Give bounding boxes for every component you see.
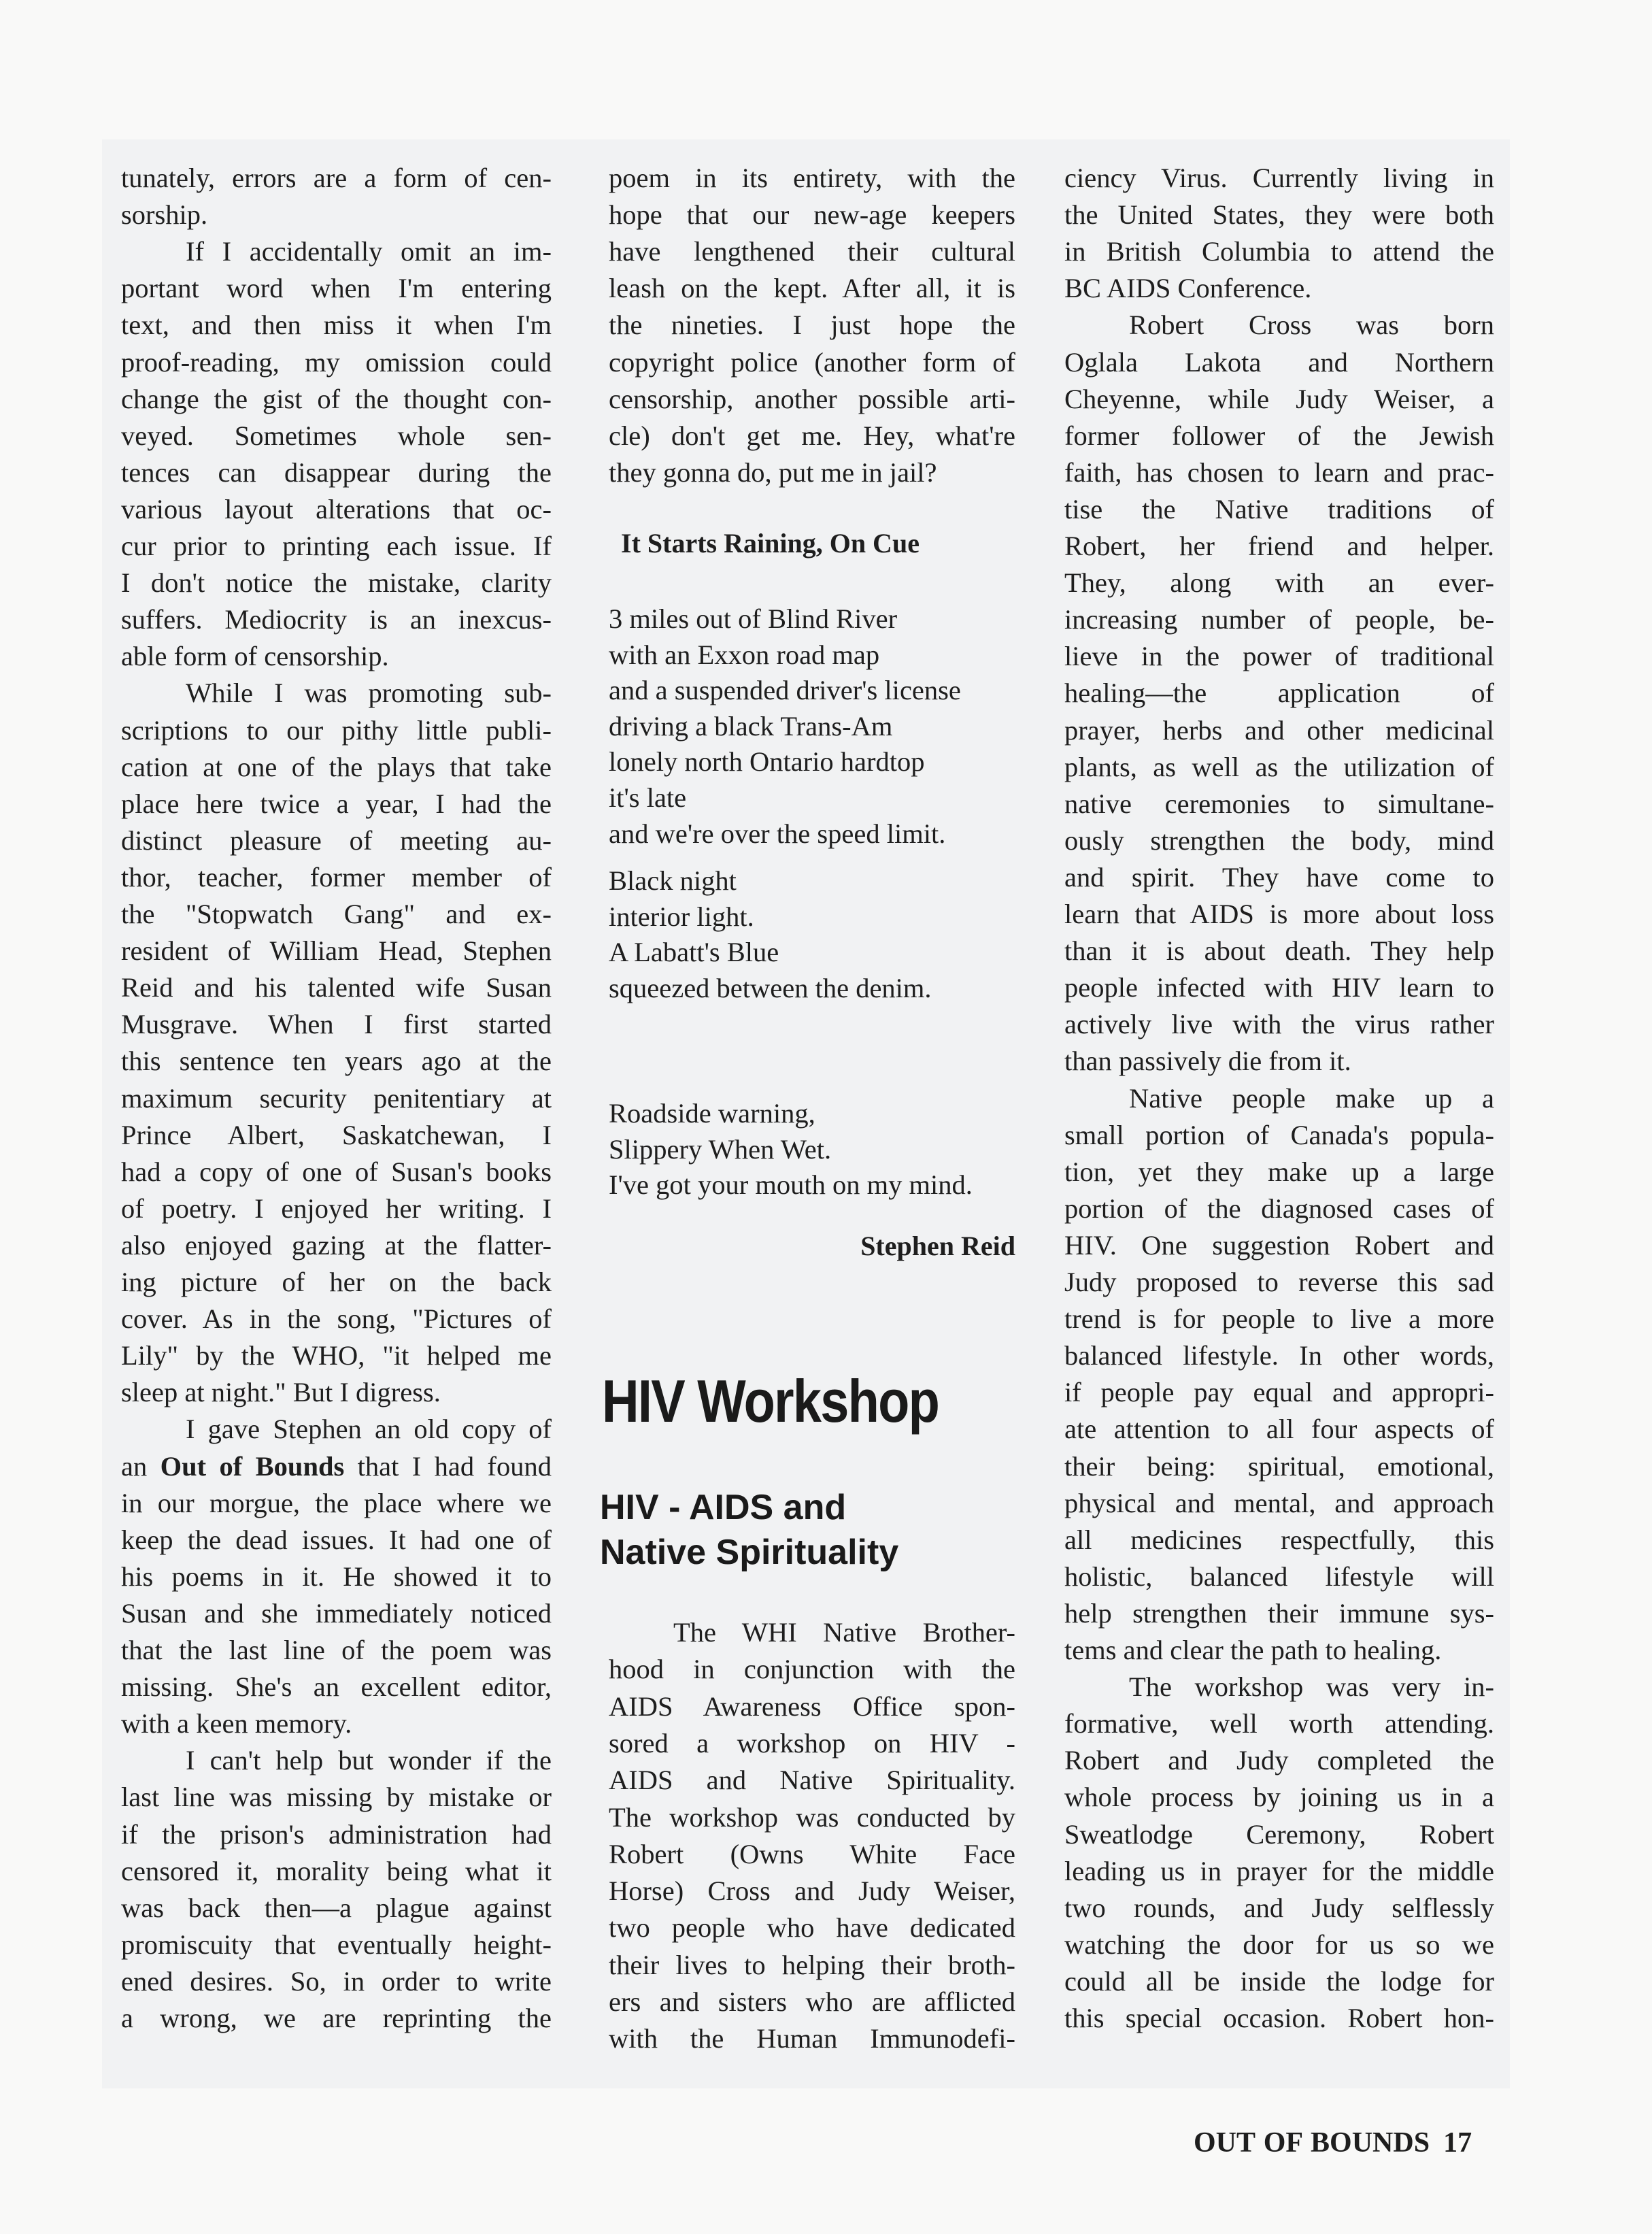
poem-line: I've got your mouth on my mind.: [609, 1169, 973, 1201]
article-subheadline-line-1: HIV - AIDS and: [600, 1488, 847, 1527]
poem-title: It Starts Raining, On Cue: [621, 528, 920, 558]
text-line: Horse) Cross and Judy Weiser,: [609, 1875, 1015, 1907]
text-line: cation at one of the plays that take: [121, 751, 552, 782]
text-line: Robert and Judy completed the: [1064, 1745, 1494, 1776]
text-line: Susan and she immediately noticed: [121, 1597, 552, 1629]
poem-line: Slippery When Wet.: [609, 1133, 832, 1165]
text-line: healing—the application of: [1064, 678, 1494, 709]
text-line: Robert, her friend and helper.: [1064, 531, 1494, 561]
text-line: if people pay equal and appropri-: [1064, 1377, 1494, 1408]
text-line: AIDS and Native Spirituality.: [609, 1765, 1015, 1796]
text-line: Robert (Owns White Face: [609, 1838, 1015, 1869]
text-line: this special occasion. Robert hon-: [1064, 2003, 1494, 2033]
text-line: than it is about death. They help: [1064, 935, 1494, 967]
text-line: the nineties. I just hope the: [609, 310, 1015, 341]
text-line: Prince Albert, Saskatchewan, I: [121, 1119, 552, 1150]
text-line: thor, teacher, former member of: [121, 861, 552, 893]
text-line: formative, well worth attending.: [1064, 1708, 1494, 1739]
text-line: their being: spiritual, emotional,: [1064, 1450, 1494, 1482]
text-line: small portion of Canada's popula-: [1064, 1119, 1494, 1150]
text-line: tunately, errors are a form of cen-: [121, 163, 552, 193]
text-line: censored it, morality being what it: [121, 1855, 552, 1886]
text-line: people infected with HIV learn to: [1064, 972, 1494, 1003]
text-line: able form of censorship.: [121, 641, 389, 672]
text-line: the "Stopwatch Gang" and ex-: [121, 899, 552, 929]
text-line: of poetry. I enjoyed her writing. I: [121, 1193, 552, 1224]
text-line: ers and sisters who are afflicted: [609, 1986, 1015, 2017]
poem-line: with an Exxon road map: [609, 639, 880, 670]
text-line: had a copy of one of Susan's books: [121, 1156, 552, 1187]
text-line: distinct pleasure of meeting au-: [121, 824, 552, 856]
text-line: leash on the kept. After all, it is: [609, 273, 1015, 304]
text-segment: that I had found: [344, 1450, 552, 1482]
text-line: cover. As in the song, "Pictures of: [121, 1303, 552, 1335]
text-line: native ceremonies to simultane-: [1064, 788, 1494, 819]
text-line: Musgrave. When I first started: [121, 1009, 552, 1040]
text-line: Oglala Lakota and Northern: [1064, 346, 1494, 378]
text-line: with the Human Immunodefi-: [609, 2023, 1015, 2054]
text-line: tems and clear the path to healing.: [1064, 1635, 1442, 1665]
poem-author-byline: Stephen Reid: [860, 1231, 1015, 1261]
text-line: hope that our new-age keepers: [609, 199, 1015, 231]
text-line: Sweatlodge Ceremony, Robert: [1064, 1818, 1494, 1850]
text-line: place here twice a year, I had the: [121, 788, 552, 819]
text-line: faith, has chosen to learn and prac-: [1064, 456, 1494, 488]
article-subheadline-line-2: Native Spirituality: [600, 1533, 899, 1572]
text-line: physical and mental, and approach: [1064, 1487, 1494, 1518]
poem-line: and we're over the speed limit.: [609, 818, 946, 849]
text-line: also enjoyed gazing at the flatter-: [121, 1229, 552, 1261]
text-line: two rounds, and Judy selflessly: [1064, 1892, 1494, 1923]
text-line: could all be inside the lodge for: [1064, 1965, 1494, 1997]
text-line: sorship.: [121, 199, 208, 231]
text-line: change the gist of the thought con-: [121, 383, 552, 414]
text-line: various layout alterations that oc-: [121, 493, 552, 524]
text-line: tion, yet they make up a large: [1064, 1156, 1494, 1187]
text-segment: an: [121, 1450, 161, 1482]
poem-line: it's late: [609, 782, 687, 813]
text-line: a wrong, we are reprinting the: [121, 2003, 552, 2033]
text-line: watching the door for us so we: [1064, 1929, 1494, 1960]
text-line: in our morgue, the place where we: [121, 1487, 552, 1518]
text-line: sleep at night." But I digress.: [121, 1377, 441, 1408]
text-line: ened desires. So, in order to write: [121, 1965, 552, 1997]
text-line: Cheyenne, while Judy Weiser, a: [1064, 383, 1494, 414]
text-line: two people who have dedicated: [609, 1912, 1015, 1944]
text-line: this sentence ten years ago at the: [121, 1046, 552, 1077]
text-line: They, along with an ever-: [1064, 567, 1494, 599]
text-line: The workshop was very in-: [1129, 1671, 1494, 1703]
text-line: hood in conjunction with the: [609, 1654, 1015, 1685]
text-line: censorship, another possible arti-: [609, 383, 1015, 414]
article-headline: HIV Workshop: [602, 1367, 939, 1435]
text-line: Native people make up a: [1129, 1082, 1494, 1114]
text-line: their lives to helping their broth-: [609, 1949, 1015, 1980]
page-number: 17: [1443, 2127, 1472, 2158]
text-line: holistic, balanced lifestyle will: [1064, 1561, 1494, 1592]
text-line: veyed. Sometimes whole sen-: [121, 420, 552, 451]
poem-line: 3 miles out of Blind River: [609, 603, 898, 634]
text-line: copyright police (another form of: [609, 346, 1015, 378]
poem-line: squeezed between the denim.: [609, 972, 932, 1003]
text-line: scriptions to our pithy little publi-: [121, 714, 552, 746]
text-line: help strengthen their immune sys-: [1064, 1597, 1494, 1629]
text-line: portant word when I'm entering: [121, 273, 552, 304]
poem-line: interior light.: [609, 901, 754, 932]
text-line: AIDS Awareness Office spon-: [609, 1690, 1015, 1722]
text-line: BC AIDS Conference.: [1064, 273, 1312, 304]
text-line: suffers. Mediocrity is an inexcus-: [121, 604, 552, 635]
text-line: tise the Native traditions of: [1064, 493, 1494, 524]
text-line: increasing number of people, be-: [1064, 604, 1494, 635]
publication-name: OUT OF BOUNDS: [1194, 2127, 1430, 2158]
text-line: with a keen memory.: [121, 1708, 352, 1739]
text-line: have lengthened their cultural: [609, 236, 1015, 267]
poem-line: A Labatt's Blue: [609, 937, 779, 968]
text-line: than passively die from it.: [1064, 1046, 1351, 1077]
text-line: HIV. One suggestion Robert and: [1064, 1229, 1494, 1261]
text-line: former follower of the Jewish: [1064, 420, 1494, 451]
text-line: resident of William Head, Stephen: [121, 935, 552, 967]
text-line: his poems in it. He showed it to: [121, 1561, 552, 1592]
text-line: keep the dead issues. It had one of: [121, 1524, 552, 1555]
text-line: cle) don't get me. Hey, what're: [609, 420, 1015, 451]
text-line: whole process by joining us in a: [1064, 1782, 1494, 1813]
text-line: actively live with the virus rather: [1064, 1009, 1494, 1040]
text-line: that the last line of the poem was: [121, 1635, 552, 1665]
text-line: all medicines respectfully, this: [1064, 1524, 1494, 1555]
text-line: prayer, herbs and other medicinal: [1064, 714, 1494, 746]
poem-line: driving a black Trans-Am: [609, 710, 893, 741]
text-line: if the prison's administration had: [121, 1818, 552, 1850]
text-line: trend is for people to live a more: [1064, 1303, 1494, 1335]
poem-line: Black night: [609, 865, 737, 896]
text-line: text, and then miss it when I'm: [121, 310, 552, 341]
text-line: promiscuity that eventually height-: [121, 1929, 552, 1960]
text-line: While I was promoting sub-: [186, 678, 552, 709]
text-line: they gonna do, put me in jail?: [609, 456, 937, 488]
text-line: cur prior to printing each issue. If: [121, 531, 552, 561]
text-line: Robert Cross was born: [1129, 310, 1494, 341]
text-line: in British Columbia to attend the: [1064, 236, 1494, 267]
text-line: Reid and his talented wife Susan: [121, 972, 552, 1003]
text-line: portion of the diagnosed cases of: [1064, 1193, 1494, 1224]
text-line: the United States, they were both: [1064, 199, 1494, 231]
text-line: ing picture of her on the back: [121, 1267, 552, 1297]
text-line: lieve in the power of traditional: [1064, 641, 1494, 672]
text-line: ciency Virus. Currently living in: [1064, 163, 1494, 193]
text-line: The workshop was conducted by: [609, 1801, 1015, 1833]
text-line: and spirit. They have come to: [1064, 861, 1494, 893]
page-footer: [1194, 2126, 1472, 2160]
text-line: proof-reading, my omission could: [121, 346, 552, 378]
text-line: I can't help but wonder if the: [186, 1745, 552, 1776]
text-line: tences can disappear during the: [121, 456, 552, 488]
text-line: missing. She's an excellent editor,: [121, 1671, 552, 1703]
poem-line: and a suspended driver's license: [609, 675, 961, 706]
text-line: I don't notice the mistake, clarity: [121, 567, 552, 599]
text-line: plants, as well as the utilization of: [1064, 751, 1494, 782]
text-line: was back then—a plague against: [121, 1892, 552, 1923]
poem-line: lonely north Ontario hardtop: [609, 746, 925, 778]
text-line: poem in its entirety, with the: [609, 163, 1015, 193]
text-line: The WHI Native Brother-: [673, 1617, 1015, 1648]
text-line: leading us in prayer for the middle: [1064, 1855, 1494, 1886]
text-line: balanced lifestyle. In other words,: [1064, 1340, 1494, 1371]
publication-title-inline: Out of Bounds: [160, 1450, 345, 1482]
text-line: ate attention to all four aspects of: [1064, 1414, 1494, 1445]
text-line: last line was missing by mistake or: [121, 1782, 552, 1813]
text-line: maximum security penitentiary at: [121, 1082, 552, 1114]
text-line: learn that AIDS is more about loss: [1064, 899, 1494, 929]
text-line: If I accidentally omit an im-: [186, 236, 552, 267]
text-line: I gave Stephen an old copy of: [186, 1414, 552, 1445]
poem-line: Roadside warning,: [609, 1098, 815, 1129]
text-line: Judy proposed to reverse this sad: [1064, 1267, 1494, 1297]
text-line: sored a workshop on HIV -: [609, 1727, 1015, 1758]
text-line: [121, 1448, 552, 1485]
text-line: Lily" by the WHO, "it helped me: [121, 1340, 552, 1371]
text-line: ously strengthen the body, mind: [1064, 824, 1494, 856]
